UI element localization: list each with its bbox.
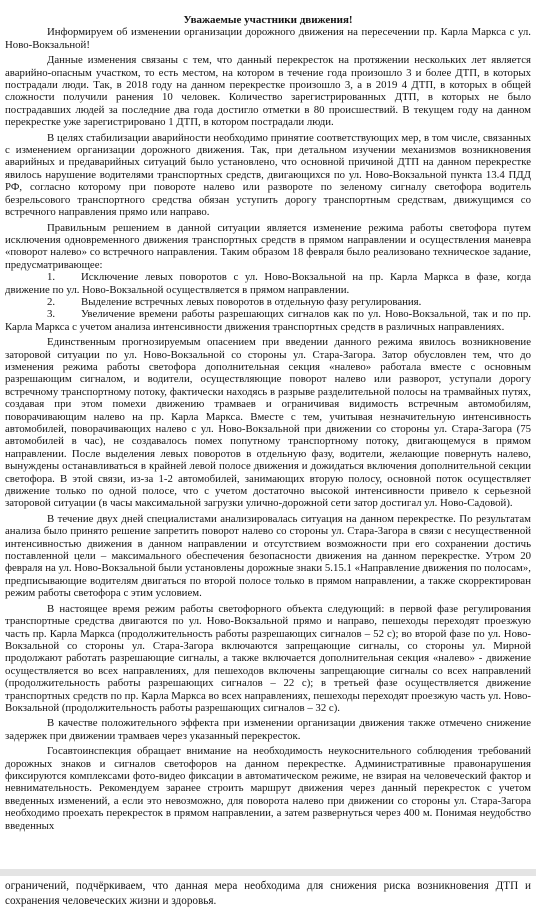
- list-item: [5, 308, 531, 333]
- paragraph-traffic-police-notice: Госавтоинспекция обращает внимание на необходимость неукоснительного соблюдения требований дорожных знаков и сигналов светофоров на данном перекрестке. Административные правонарушения фиксируются комплексами фото-видео фиксации в автоматическом режиме, не взирая на человеческий фактор и невнимательность. Рекомендуем заранее строить маршрут движения через данный перекресток с учетом введенных изменений, а если это невозможно, для поворота налево при движении со стороны ул. Стара-Загора необходимо проехать перекресток в прямом направлении, а затем развернуться через 400 м. Понимая неудобство введенных: [5, 745, 531, 832]
- list-item-text: Увеличение времени работы разрешающих сигналов как по ул. Ново-Вокзальной, так и по пр. Карла Маркса с учетом анализа интенсивности движения транспортных средств в различных направлениях.: [5, 308, 531, 333]
- list-item-number: 1.: [47, 271, 56, 284]
- paragraph-positive-effect: В качестве положительного эффекта при изменении организации движения также отмечено снижение задержек при движении трамваев через указанный перекресток.: [5, 717, 531, 742]
- list-item-number: 2.: [47, 295, 56, 308]
- list-item-text: Исключение левых поворотов с ул. Ново-Вокзальной на пр. Карла Маркса в фазе, когда движение по ул. Ново-Вокзальной осуществляется в прямом направлении.: [5, 271, 531, 296]
- paragraph-continuation: ограничений, подчёркиваем, что данная мера необходима для снижения риска возникновения ДТП и сохранения человеческих жизни и здоровья.: [5, 880, 531, 907]
- paragraph-statistics: Данные изменения связаны с тем, что данный перекресток на протяжении нескольких лет является аварийно-опасным участком, то есть местом, на котором в течение года произошло 3 и более ДТП, в которых пострадали люди. Так, в 2018 году на данном перекрестке произошло 3, а в 2019 4 ДТП, в которых в общей сложности получили ранения 10 человек. Количество зарегистрированных ДТП, в которых не было пострадавших людей за последние два года достигло отметки в 80 происшествий. В текущем году на данном перекрестке уже зарегистрировано 1 ДТП, в котором пострадали люди.: [5, 54, 531, 129]
- document-body: [5, 14, 531, 868]
- paragraph-signal-phases: В настоящее время режим работы светофорного объекта следующий: в первой фазе регулирования транспортные средства двигаются по ул. Ново-Вокзальной прямо и направо, пешеходы переходят проезжую часть пр. Карла Маркса (продолжительность работы разрешающих сигналов – 52 с); во второй фазе по ул. Ново-Вокзальной со стороны ул. Стара-Загора включаются запрещающие сигналы, со стороны ул. Мирной продолжают работать разрешающие сигналы, а также включается дополнительная секция «налево» - движение осуществляется во всех направлениях, для пешеходов включены запрещающие сигналы со всех направлений (продолжительность работы разрешающих сигналов – 22 с); в третьей фазе осуществляется движение транспортных средств по пр. Карла Маркса во всех направлениях, пешеходы переходят проезжую часть ул. Ново-Вокзальной (продолжительность работы разрешающих сигналов – 32 с).: [5, 602, 531, 714]
- page-title: Уважаемые участники движения!: [183, 14, 353, 26]
- list-item: [5, 271, 531, 296]
- list-item-number: 3.: [47, 308, 56, 321]
- page-break-divider: [0, 869, 536, 876]
- paragraph-intro: Информируем об изменении организации дорожного движения на пересечении пр. Карла Маркса с ул. Ново-Вокзальной!: [5, 26, 531, 51]
- paragraph-causes: В целях стабилизации аварийности необходимо принятие соответствующих мер, в том числе, связанных с изменением организации дорожного движения. Так, при детальном изучении механизмов возникновения аварийных и предаварийных ситуаций было установлено, что основной причиной ДТП на данном перекрестке явилось нарушение водителями транспортных средств, двигающихся по ул. Ново-Вокзальной пункта 13.4 ПДД РФ, согласно которому при повороте налево или развороте по зеленому сигналу светофора водитель безрельсового транспортного средства обязан уступить дорогу транспортным средствам, движущимся со встречного направления прямо или направо.: [5, 131, 531, 219]
- list-item-text: Выделение встречных левых поворотов в отдельную фазу регулирования.: [81, 295, 422, 308]
- paragraph-congestion: Единственным прогнозируемым опасением при введении данного режима явилось возникновение заторовой ситуации по ул. Ново-Вокзальной со стороны ул. Стара-Загора. Затор обусловлен тем, что до изменения режима работы светофора дополнительная секция «налево» работала вместе с основным разрешающим сигналом, и водители, осуществляющие поворот налево или разворот, уступали дорогу встречному транспортному потоку, фактически находясь в разрыве разделительной полосы на трамвайных путях, создавая при этом помехи движению трамваев и ограничивая видимость встречным автомобилям, поворачивающим налево на пр. Карла Маркса. Вместе с тем, учитывая незначительную интенсивность автомобилей, поворачивающих налево с ул. Ново-Вокзальной при движении со стороны ул. Стара-Загора (75 автомобилей в час), не создавалось помех попутному транспортному потоку, двигающемуся в прямом направлении. После выделения левых поворотов в отдельную фазу, водители, желающие повернуть налево, вынуждены останавливаться в крайней левой полосе движения и дожидаться включения дополнительной секции светофора. В этой связи, из-за 1-2 автомобилей, занимающих вторую полосу, основной поток осуществляет движение только по одной полосе, что с учетом достаточно высокой интенсивности привело к серьезной заторовой ситуации (в часы максимальной загрузки улично-дорожной сети затор достигал ул. Ново-Садовой).: [5, 336, 531, 510]
- paragraph-solution: Правильным решением в данной ситуации является изменение режима работы светофора путем исключения одновременного движения транспортных средств в прямом направлении и осуществления маневра «поворот налево» со встречного направления. Таким образом 18 февраля было реализовано техническое задание, предусматривающее:: [5, 221, 531, 271]
- list-item: [5, 296, 531, 308]
- paragraph-analysis: В течение двух дней специалистами анализировалась ситуация на данном перекрестке. По результатам анализа было принято решение запретить поворот налево со стороны ул. Стара-Загора в связи с несущественной интенсивностью движения в данном направлении и отсутствием возможности при его сохранении достичь поставленной цели – максимального обеспечения безопасности движения на данном перекрестке. Утром 20 февраля на ул. Ново-Вокзальной были установлены дорожные знаки 5.15.1 «Направление движения по полосам», предписывающие водителям двигаться по второй полосе только в прямом направлении, а также скорректирован режим работы светофора с этим условием.: [5, 512, 531, 600]
